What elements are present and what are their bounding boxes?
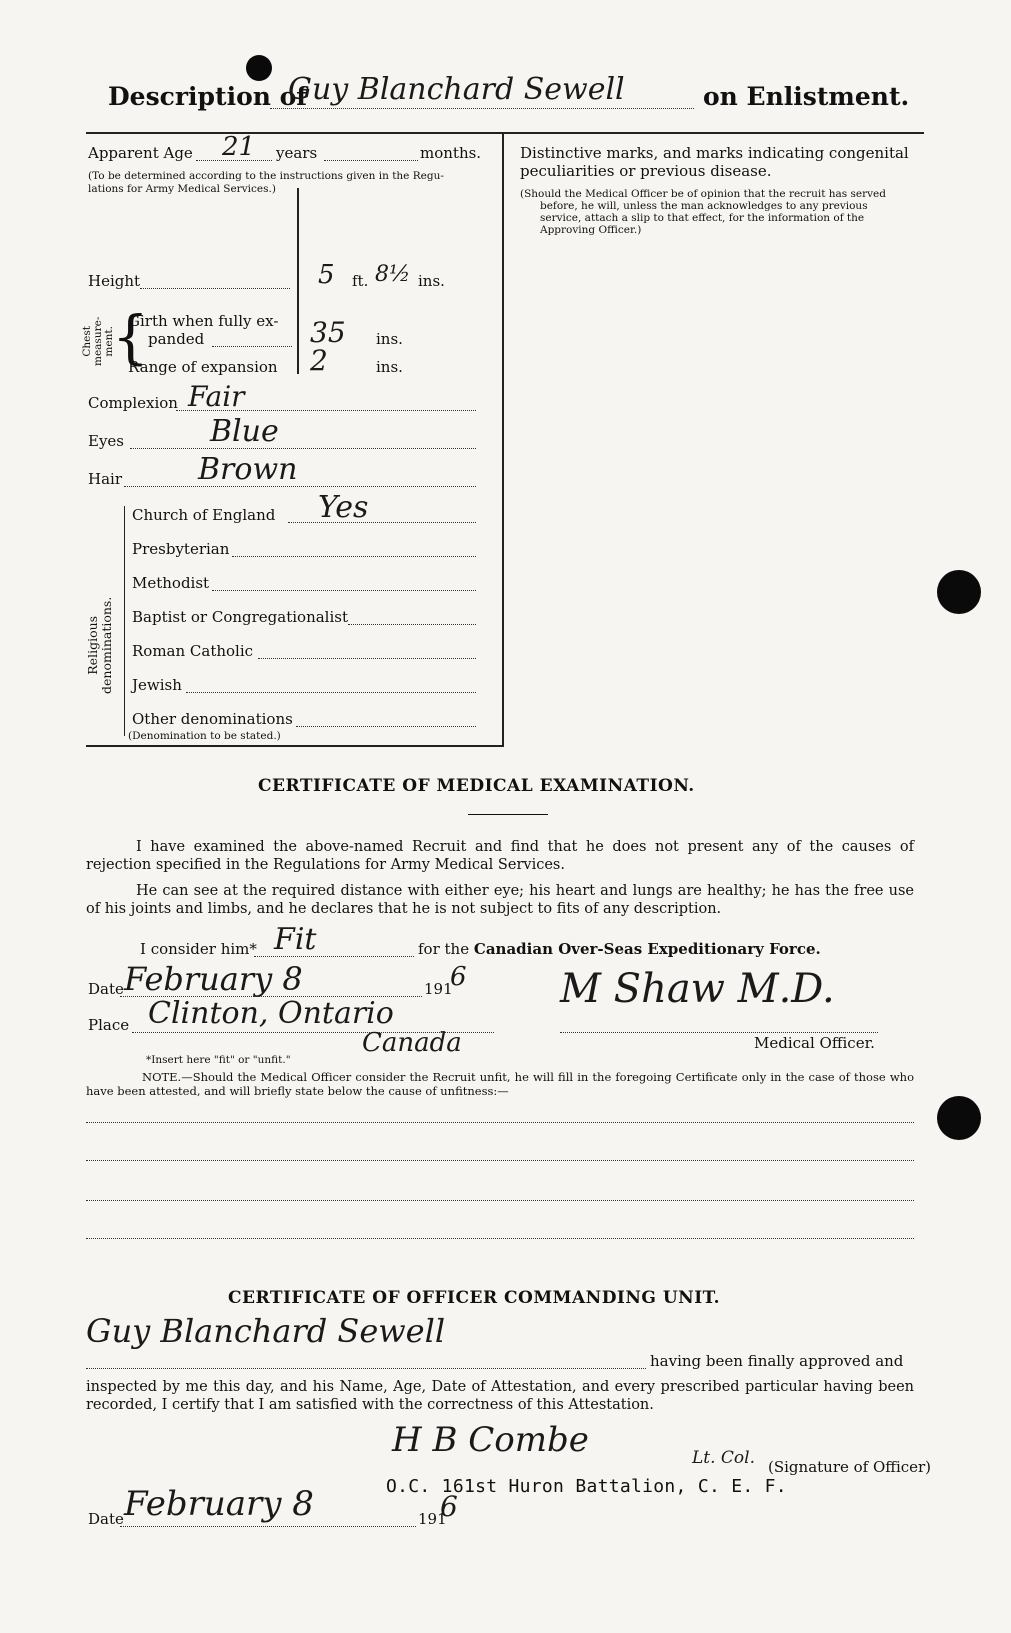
hair-dotline [124,486,476,487]
recruit-name-handwritten: Guy Blanchard Sewell [288,72,625,107]
age-value: 21 [222,132,256,162]
complexion-dotline [176,410,476,411]
punch-hole-upper [937,570,981,614]
eyes-dotline [130,448,476,449]
ft-label: ft. [352,272,369,290]
title-left: Description of [108,82,308,111]
commanding-date-value: February 8 [124,1484,314,1524]
girth-label-1: Girth when fully ex- [128,312,279,330]
height-ft-value: 5 [318,260,335,290]
marks-note-3: service, attach a slip to that effect, for the information of the [540,212,865,224]
consider-dotline [254,956,414,957]
height-dotline [140,288,290,289]
commanding-para: inspected by me this day, and his Name, Age, Date of Attestation, and every prescribed particular having been recorded, I certify that I am satisfied with the correctness of this Attestation. [86,1379,914,1413]
roman-catholic-label: Roman Catholic [132,642,254,660]
age-note-1: (To be determined according to the instructions given in the Regu- [88,170,444,182]
baptist-dotline [348,624,476,625]
medical-year-value: 6 [450,962,467,992]
place-value-2: Canada [362,1028,462,1058]
distinctive-marks-label-2: peculiarities or previous disease. [520,162,772,180]
religious-side-label [86,597,114,694]
church-of-england-label: Church of England [132,506,276,524]
force-label [418,940,821,958]
ink-blot-top [246,55,272,81]
battalion-stamp: O.C. 161st Huron Battalion, C. E. F. [386,1476,787,1497]
insert-note: *Insert here "fit" or "unfit." [146,1054,291,1066]
medical-year-prefix: 191 [424,980,453,998]
medical-date-value: February 8 [124,960,303,998]
other-note: (Denomination to be stated.) [128,730,281,742]
commanding-date-dotline [120,1526,416,1527]
place-label: Place [88,1016,130,1034]
range-value: 2 [310,344,328,377]
distinctive-marks-label-1: Distinctive marks, and marks indicating congenital [520,144,909,162]
marks-note-4: Approving Officer.) [540,224,642,236]
consider-value: Fit [274,922,317,957]
commanding-certificate-title: CERTIFICATE OF OFFICER COMMANDING UNIT. [228,1288,721,1308]
presbyterian-label: Presbyterian [132,540,230,558]
apparent-age-label: Apparent Age [88,144,193,162]
methodist-label: Methodist [132,574,210,592]
unfitness-line-2 [86,1160,914,1161]
medical-date-label: Date [88,980,124,998]
in-label: ins. [418,272,445,290]
presbyterian-dotline [232,556,476,557]
range-unit: ins. [376,358,403,376]
months-label: months. [420,144,482,162]
unfitness-line-4 [86,1238,914,1239]
other-dotline [296,726,476,727]
age-dotline [196,160,272,161]
consider-label: I consider him* [140,940,257,958]
jewish-dotline [186,692,476,693]
section-rule [86,745,504,747]
chest-label-2: measure- [92,316,104,366]
officer-dotline [560,1032,878,1033]
commanding-date-label: Date [88,1510,124,1528]
unfitness-line-3 [86,1200,914,1201]
signature-of-officer-label: (Signature of Officer) [768,1458,932,1476]
approved-text: having been finally approved and [650,1352,904,1370]
hair-label: Hair [88,470,122,488]
medical-para-1: I have examined the above-named Recruit and find that he does not present any of the causes of rejection specified in the Regulations for Army Medical Services. [86,839,914,873]
commanding-name-value: Guy Blanchard Sewell [86,1312,446,1350]
force-label-1: for the [418,940,470,958]
hair-value: Brown [198,452,298,487]
girth-label-2: panded [148,330,205,348]
marks-note-2: before, he will, unless the man acknowledges to any previous [540,200,868,212]
commanding-officer-signature: H B Combe [392,1420,589,1460]
marks-note-1: (Should the Medical Officer be of opinion that the recruit has served [520,188,886,200]
roman-catholic-dotline [258,658,476,659]
methodist-dotline [212,590,476,591]
medical-note: NOTE.—Should the Medical Officer consider the Recruit unfit, he will fill in the foregoing Certificate only in the case of those who have been attested, and will briefly state below the cause of unfitness:— [86,1070,914,1098]
chest-label-3: ment. [103,326,115,357]
medical-title-rule [468,814,548,815]
force-label-2: Canadian Over-Seas Expeditionary Force. [473,940,821,958]
religion-bracket [124,506,125,736]
chest-label-1: Chest [81,326,93,357]
title-right: on Enlistment. [703,82,910,111]
commanding-year-value: 6 [440,1490,458,1523]
range-label: Range of expansion [128,358,278,376]
medical-certificate-title: CERTIFICATE OF MEDICAL EXAMINATION. [258,776,695,796]
baptist-label: Baptist or Congregationalist [132,608,348,626]
church-of-england-value: Yes [318,490,369,525]
girth-dotline [212,346,292,347]
age-note-2: lations for Army Medical Services.) [88,183,276,195]
medical-officer-signature: M Shaw M.D. [560,966,835,1012]
name-dotline [270,108,694,109]
complexion-value: Fair [188,380,245,413]
column-divider [502,132,504,746]
complexion-label: Complexion [88,394,178,412]
page-title [108,82,307,111]
girth-unit: ins. [376,330,403,348]
medical-officer-label: Medical Officer. [754,1034,875,1052]
commanding-name-dotline [86,1368,646,1369]
church-dotline [288,522,476,523]
height-in-value: 8½ [375,262,411,287]
jewish-label: Jewish [132,676,182,694]
chest-side-label [82,317,115,366]
other-denominations-label: Other denominations [132,710,293,728]
medical-para-2: He can see at the required distance with either eye; his heart and lungs are healthy; he has the free use of his joints and limbs, and he declares that he is not subject to fits of any description. [86,883,914,917]
months-dotline [324,160,418,161]
commanding-officer-rank: Lt. Col. [692,1448,756,1468]
punch-hole-lower [937,1096,981,1140]
years-label: years [276,144,318,162]
top-rule [86,132,924,134]
unfitness-line-1 [86,1122,914,1123]
height-label: Height [88,272,141,290]
religious-label-1: Religious [85,615,100,675]
place-value: Clinton, Ontario [148,996,394,1031]
eyes-value: Blue [210,414,279,449]
commanding-year-prefix: 191 [418,1510,447,1528]
eyes-label: Eyes [88,432,124,450]
religious-label-2: denominations. [99,596,114,694]
chest-brace: { [112,303,149,371]
inner-divider [297,188,299,374]
girth-value: 35 [310,316,346,349]
